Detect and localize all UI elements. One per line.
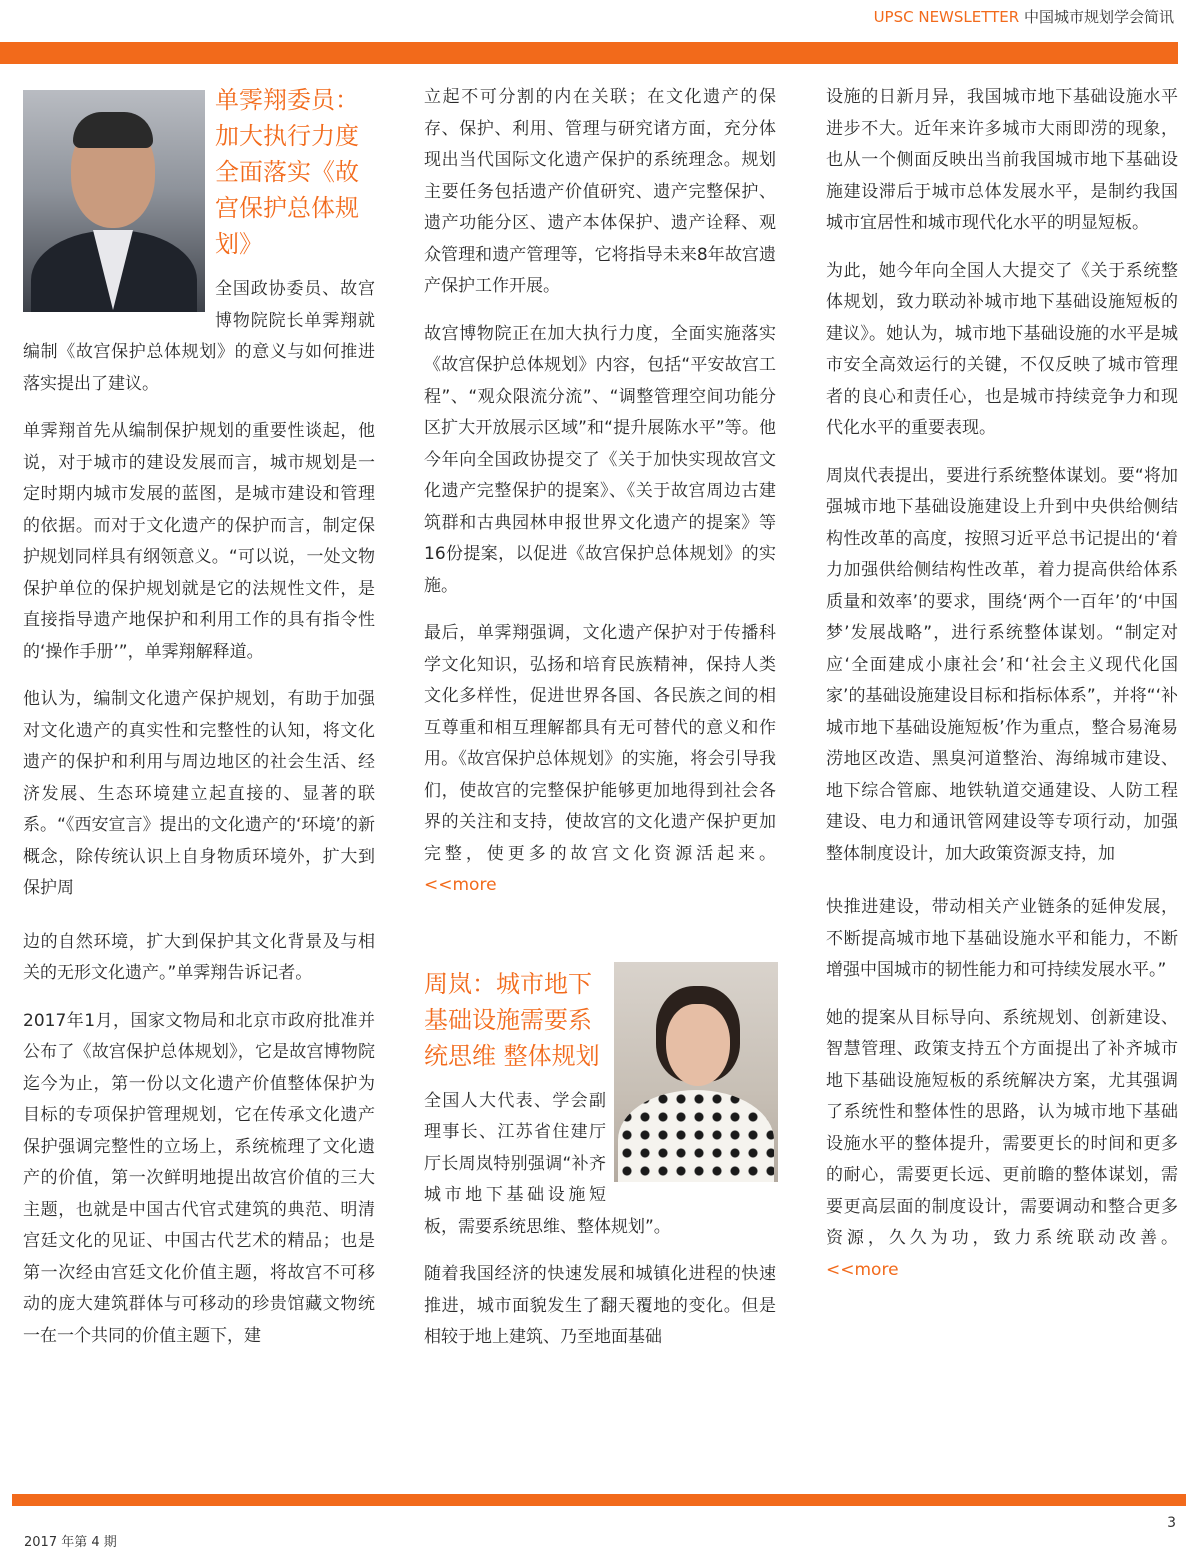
article1-p5: 故宫博物院正在加大执行力度，全面实施落实《故宫保护总体规划》内容，包括“平安故宫工程”、“观众限流分流”、“调整管理空间功能分区扩大开放展示区域”和“提升展陈水平”等。他今年向全国政协提交了《关于加快实现故宫文化遗产完整保护的提案》、《关于故宫周边古建筑群和古典园林申报世界文化遗产的提案》等16份提案，以促进《故宫保护总体规划》的实施。 <box>424 323 776 596</box>
article1-p1: 全国政协委员、故宫博物院院长单霁翔就编制《故宫保护总体规划》的意义与如何推进落实提出了建议。 <box>23 279 375 394</box>
brand-cn: 中国城市规划学会简讯 <box>1023 8 1174 26</box>
column-1 <box>23 82 375 1352</box>
article1-p2: 单霁翔首先从编制保护规划的重要性谈起，他说，对于城市的建设发展而言，城市规划是一定时期内城市发展的蓝图，是城市建设和管理的依据。而对于文化遗产的保护而言，制定保护规划同样具有纲领意义。“可以说，一处文物保护单位的保护规划就是它的法规性文件，是直接指导遗产地保护和利用工作的具有指令性的‘操作手册’”，单霁翔解释道。 <box>23 421 375 662</box>
more-link[interactable]: <<more <box>424 875 497 895</box>
article2-p4b: 快推进建设，带动相关产业链条的延伸发展，不断提高城市地下基础设施水平和能力，不断增强中国城市的韧性能力和可持续发展水平。” <box>826 897 1178 980</box>
issue-label: 2017 年第 4 期 <box>24 1535 117 1550</box>
portrait-woman-icon <box>614 962 778 1182</box>
page-number: 3 <box>1167 1515 1176 1531</box>
article1-p6-text: 最后，单霁翔强调，文化遗产保护对于传播科学文化知识，弘扬和培育民族精神，保持人类文化多样性，促进世界各国、各民族之间的相互尊重和相互理解都具有无可替代的意义和作用。《故宫保护总体规划》的实施，将会引导我们，使故宫的完整保护能够更加地得到社会各界的关注和支持，使故宫的文化遗产保护更加完整，使更多的故宫文化资源活起来。 <box>424 623 776 864</box>
article1-p4b: 立起不可分割的内在关联；在文化遗产的保存、保护、利用、管理与研究诸方面，充分体现出当代国际文化遗产保护的系统理念。规划主要任务包括遗产价值研究、遗产完整保护、遗产功能分区、遗产本体保护、遗产诠释、观众管理和遗产管理等，它将指导未来8年故宫遗产保护工作开展。 <box>424 87 776 296</box>
article1-p3b: 边的自然环境，扩大到保护其文化背景及与相关的无形文化遗产。”单霁翔告诉记者。 <box>23 931 375 983</box>
article2-p1: 全国人大代表、学会副理事长、江苏省住建厅厅长周岚特别强调“补齐城市地下基础设施短板，需要系统思维、整体规划”。 <box>424 1090 671 1237</box>
article2-p4a: 周岚代表提出，要进行系统整体谋划。要“将加强城市地下基础设施建设上升到中央供给侧结构性改革的高度，按照习近平总书记提出的‘着力加强供给侧结构性改革，着力提高供给体系质量和效率’的要求，围绕‘两个一百年’的‘中国梦’发展战略”，进行系统整体谋划。“制定对应‘全面建成小康社会’和‘社会主义现代化国家’的基础设施建设目标和指标体系”，并将“‘补城市地下基础设施短板’作为重点，整合易淹易涝地区改造、黑臭河道整治、海绵城市建设、地下综合管廊、地铁轨道交通建设、人防工程建设、电力和通讯管网建设等专项行动，加强整体制度设计，加大政策资源支持，加 <box>826 465 1178 864</box>
portrait-man-icon <box>23 90 205 312</box>
article2-p5 <box>826 1003 1178 1287</box>
article1-p4a: 2017年1月，国家文物局和北京市政府批准并公布了《故宫保护总体规划》，它是故宫博物院迄今为止，第一份以文化遗产价值整体保护为目标的专项保护管理规划，它在传承文化遗产保护强调完整性的立场上，系统梳理了文化遗产的价值，第一次鲜明地提出故宫价值的三大主题，也就是中国古代官式建筑的典范、明清宫廷文化的见证、中国古代艺术的精品；也是第一次经由宫廷文化价值主题，将故宫不可移动的庞大建筑群体与可移动的珍贵馆藏文物统一在一个共同的价值主题下，建 <box>23 1010 375 1346</box>
article1-p3a: 他认为，编制文化遗产保护规划，有助于加强对文化遗产的真实性和完整性的认知，将文化遗产的保护和利用与周边地区的社会生活、经济发展、生态环境建立起直接的、显著的联系。“《西安宣言》提出的文化遗产的‘环境’的新概念，除传统认识上自身物质环境外，扩大到保护周 <box>23 689 375 898</box>
article1-title: 单霁翔委员：加大执行力度 全面落实《故宫保护总体规划》 <box>215 86 359 258</box>
more-link[interactable]: <<more <box>826 1259 899 1280</box>
brand-en: UPSC NEWSLETTER <box>873 8 1020 26</box>
column-3 <box>826 82 1178 1302</box>
article2-title: 周岚：城市地下基础设施需要系统思维 整体规划 <box>424 969 600 1070</box>
article2-p5-text: 她的提案从目标导向、系统规划、创新建设、智慧管理、政策支持五个方面提出了补齐城市地下基础设施短板的系统解决方案，尤其强调了系统性和整体性的思路，认为城市地下基础设施水平的整体提升，需要更长的时间和更多的耐心，需要更长远、更前瞻的整体谋划，需要更高层面的制度设计，需要调动和整合更多资源，久久为功，致力系统联动改善。 <box>826 1007 1178 1248</box>
article2-p2a: 随着我国经济的快速发展和城镇化进程的快速推进，城市面貌发生了翻天覆地的变化。但是相较于地上建筑、乃至地面基础 <box>424 1264 776 1347</box>
article1-p6 <box>424 618 776 902</box>
footer-bar <box>12 1494 1186 1506</box>
header-bar <box>0 42 1178 64</box>
article2-p3: 为此，她今年向全国人大提交了《关于系统整体规划，致力联动补城市地下基础设施短板的建议》。她认为，城市地下基础设施的水平是城市安全高效运行的关键，不仅反映了城市管理者的良心和责任心，也是城市持续竞争力和现代化水平的重要表现。 <box>826 260 1178 438</box>
article2-p2b: 设施的日新月异，我国城市地下基础设施水平进步不大。近年来许多城市大雨即涝的现象，也从一个侧面反映出当前我国城市地下基础设施建设滞后于城市总体发展水平，是制约我国城市宜居性和城市现代化水平的明显短板。 <box>826 87 1178 233</box>
header-brand <box>874 6 1174 27</box>
column-2 <box>424 82 776 1354</box>
